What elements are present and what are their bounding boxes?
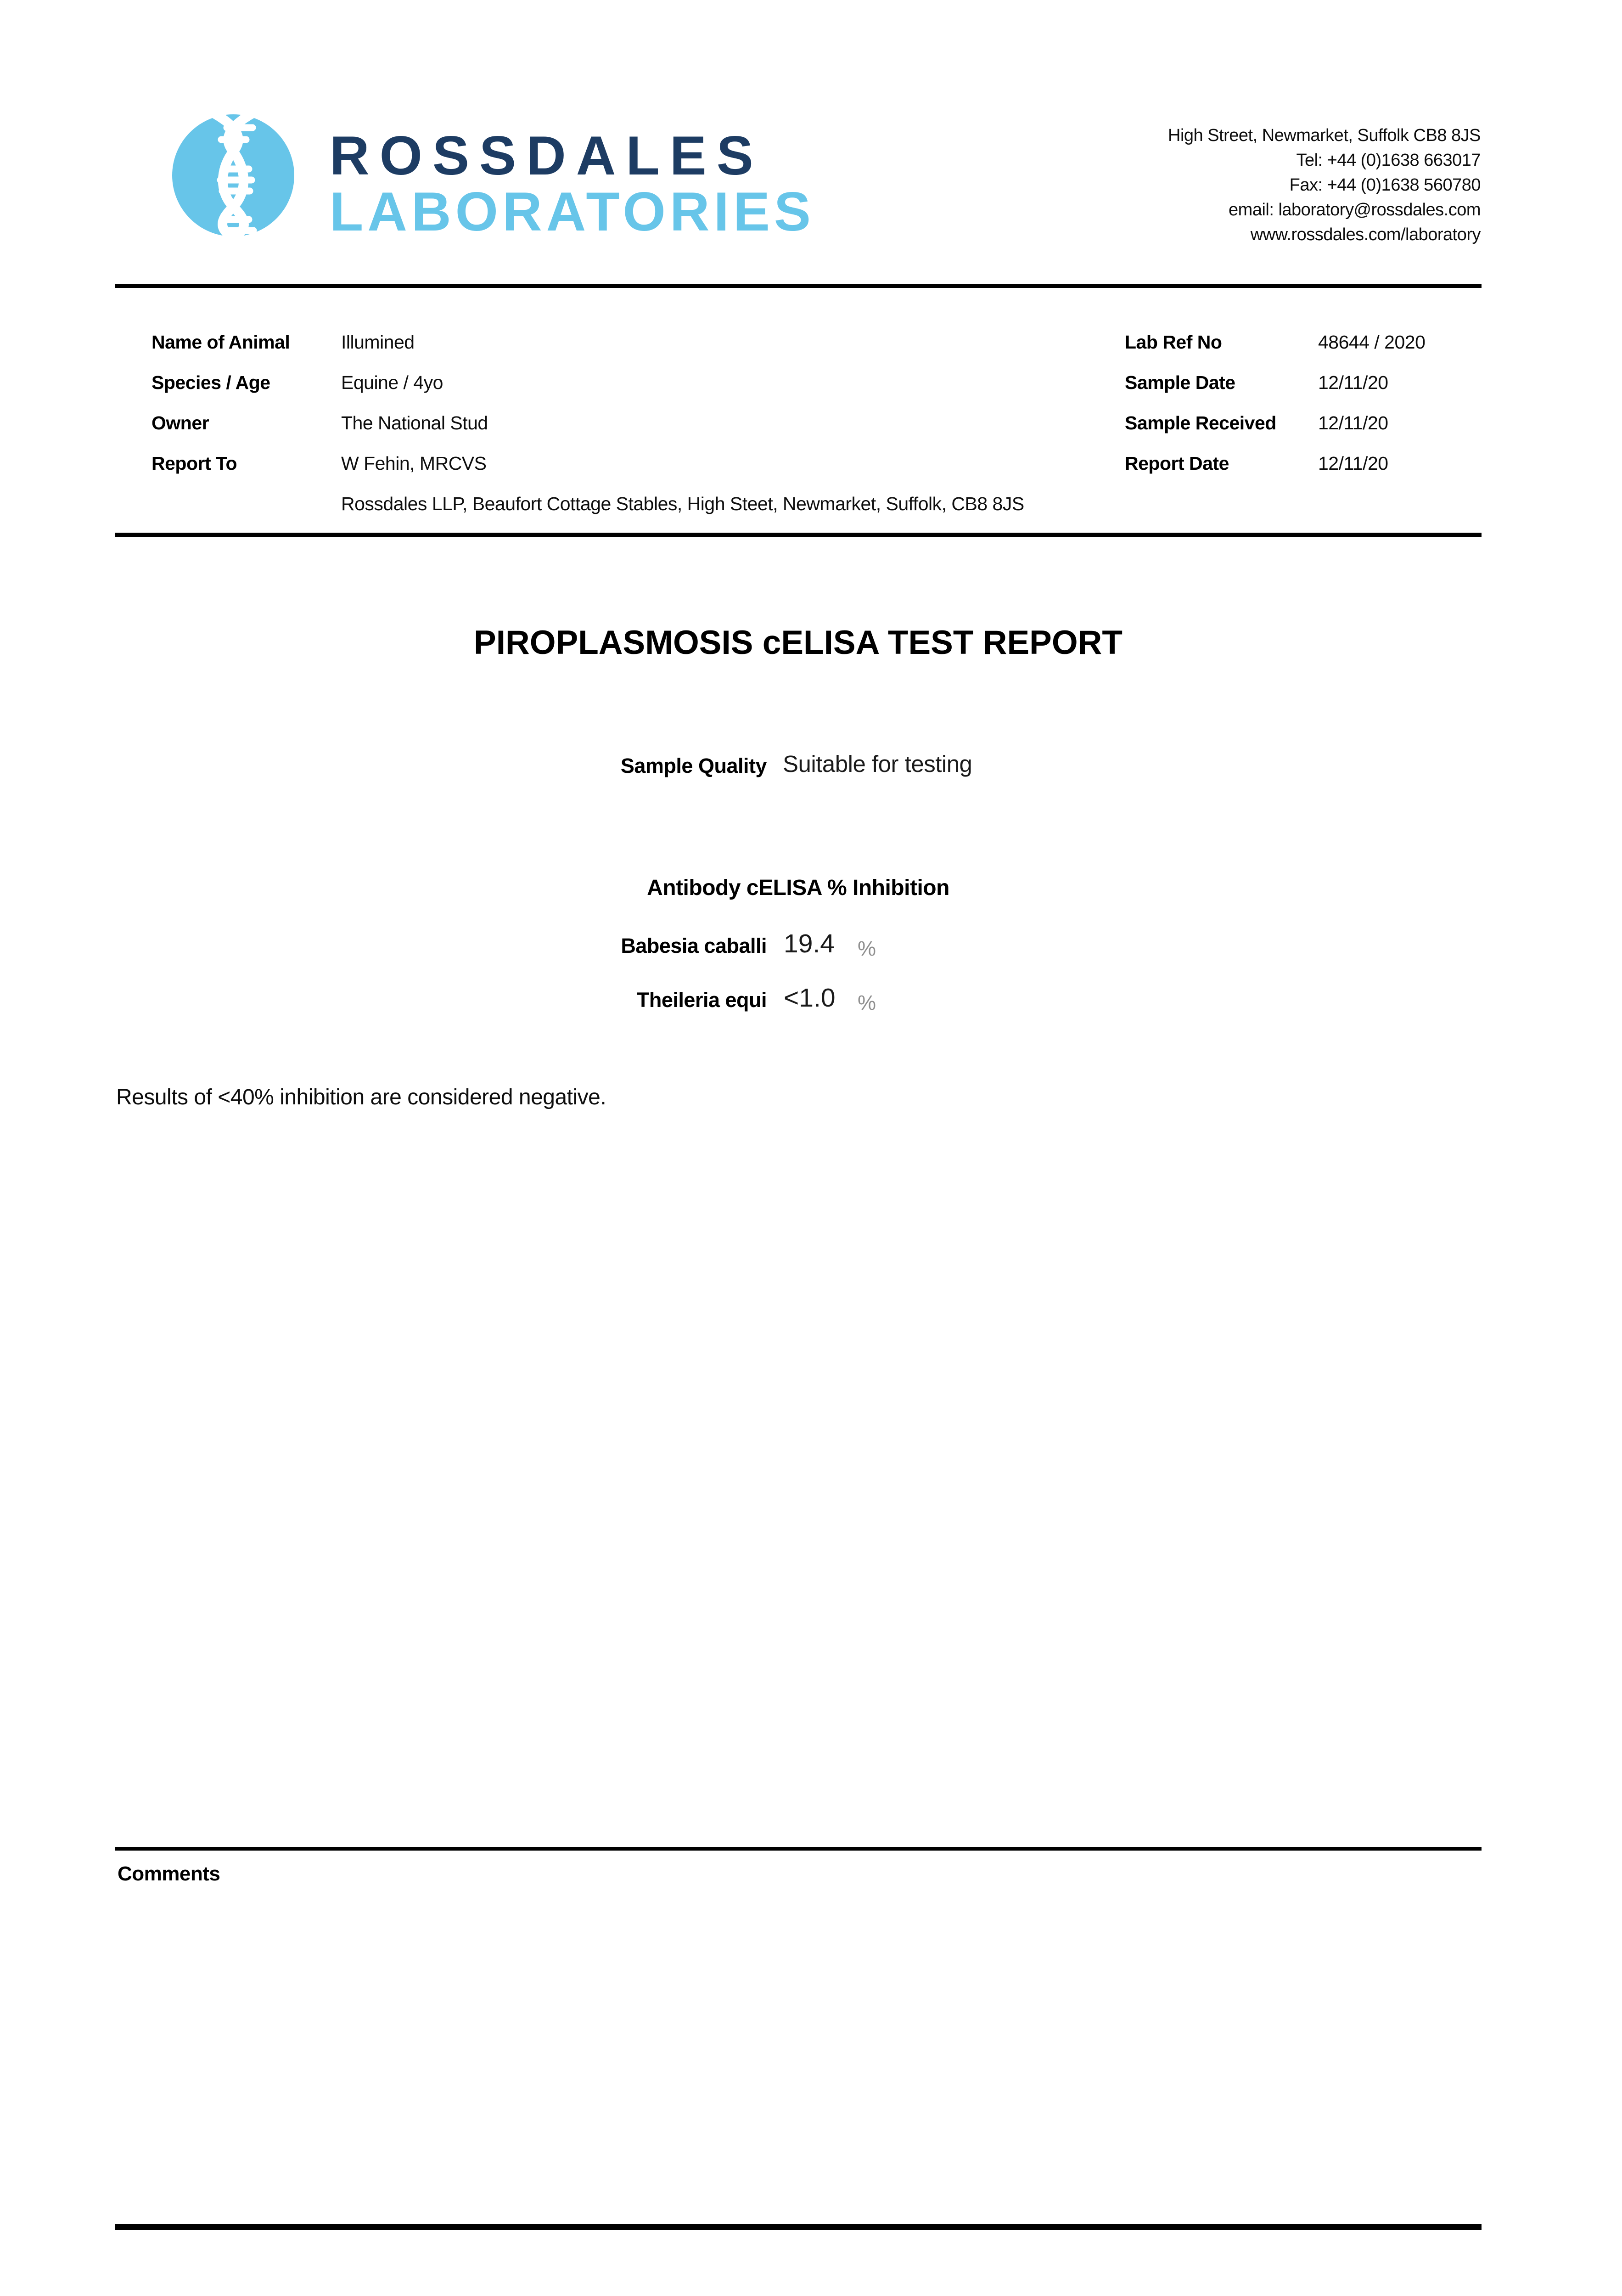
result-unit-theileria-equi: %: [858, 991, 876, 1014]
results-heading: Antibody cELISA % Inhibition: [647, 876, 949, 900]
lab-contact-block: [1168, 123, 1481, 247]
lab-website-line: www.rossdales.com/laboratory: [1250, 225, 1481, 244]
interpretation-note: Results of <40% inhibition are considered negative.: [116, 1085, 606, 1109]
field-value-report-to: W Fehin, MRCVS: [341, 453, 487, 474]
field-value-sample-date: 12/11/20: [1318, 372, 1388, 393]
rossdales-logo: [171, 110, 296, 247]
result-label-babesia-caballi: Babesia caballi: [621, 934, 767, 957]
comments-divider-rule: [115, 1847, 1482, 1851]
field-value-sample-received: 12/11/20: [1318, 412, 1388, 433]
field-label-report-to: Report To: [152, 453, 237, 474]
field-value-owner: The National Stud: [341, 412, 488, 433]
sample-quality-value: Suitable for testing: [783, 751, 972, 777]
result-value-babesia-caballi: 19.4: [784, 929, 835, 958]
field-value-species-age: Equine / 4yo: [341, 372, 443, 393]
brand-name-line1: ROSSDALES: [330, 125, 763, 186]
field-label-owner: Owner: [152, 412, 209, 433]
info-divider-rule: [115, 533, 1482, 537]
footer-bar: [115, 2224, 1482, 2230]
lab-address-line: High Street, Newmarket, Suffolk CB8 8JS: [1168, 126, 1481, 145]
field-value-report-date: 12/11/20: [1318, 453, 1388, 474]
header-divider-rule: [115, 284, 1482, 288]
field-label-report-date: Report Date: [1125, 453, 1229, 474]
field-label-species-age: Species / Age: [152, 372, 270, 393]
field-label-sample-received: Sample Received: [1125, 412, 1276, 433]
result-value-theileria-equi: <1.0: [784, 983, 836, 1013]
field-value-name-of-animal: Illumined: [341, 332, 415, 353]
brand-name-line2: LABORATORIES: [330, 181, 815, 242]
field-label-name-of-animal: Name of Animal: [152, 332, 290, 353]
lab-fax-line: Fax: +44 (0)1638 560780: [1289, 175, 1481, 195]
lab-tel-line: Tel: +44 (0)1638 663017: [1296, 151, 1481, 170]
field-label-sample-date: Sample Date: [1125, 372, 1235, 393]
result-label-theileria-equi: Theileria equi: [636, 988, 767, 1012]
lab-email-line: email: laboratory@rossdales.com: [1229, 200, 1481, 219]
sample-quality-label: Sample Quality: [620, 754, 767, 777]
field-value-lab-ref-no: 48644 / 2020: [1318, 332, 1426, 353]
dna-helix-circle-icon: [171, 110, 296, 247]
result-unit-babesia-caballi: %: [858, 937, 876, 960]
report-title: PIROPLASMOSIS cELISA TEST REPORT: [474, 624, 1122, 661]
comments-heading: Comments: [118, 1863, 220, 1885]
field-label-lab-ref-no: Lab Ref No: [1125, 332, 1222, 353]
report-to-address: Rossdales LLP, Beaufort Cottage Stables, High Steet, Newmarket, Suffolk, CB8 8JS: [341, 493, 1024, 514]
